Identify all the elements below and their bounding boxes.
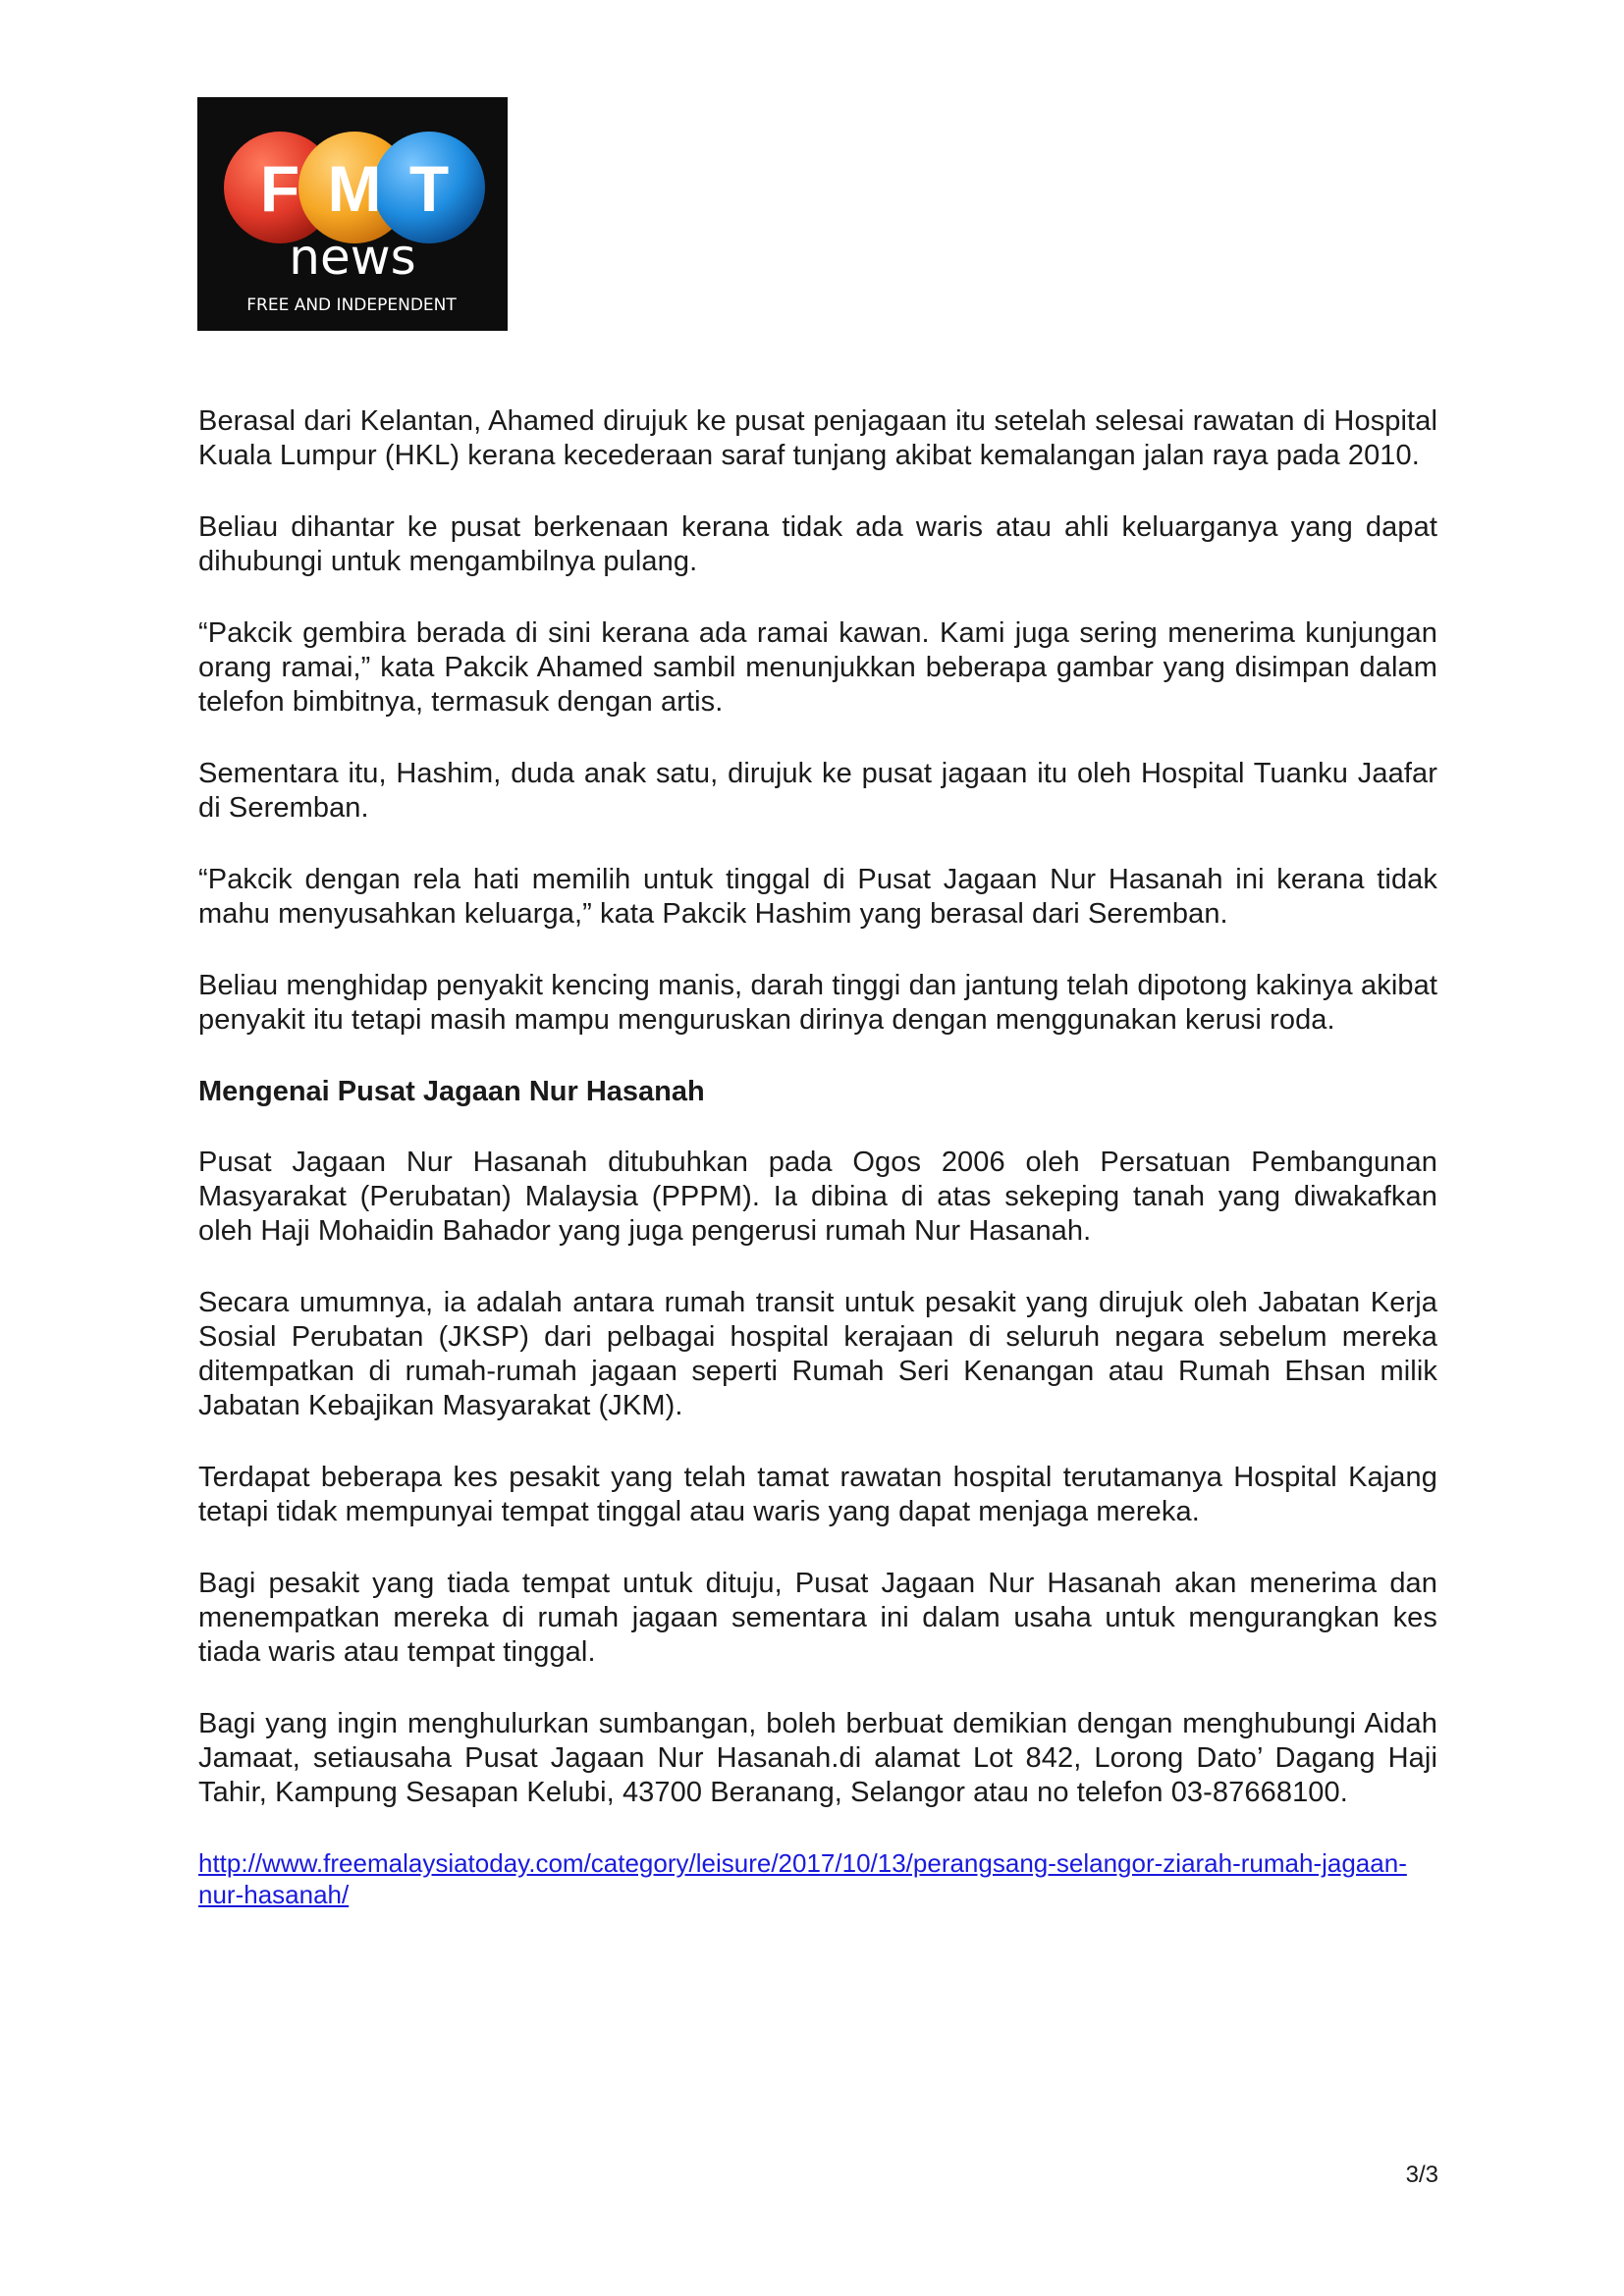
section-paragraph: Secara umumnya, ia adalah antara rumah transit untuk pesakit yang dirujuk oleh Jabatan Kerja Sosial Perubatan (JKSP) dari pelbagai hospital kerajaan di seluruh negara sebelum mereka ditempatkan di rumah-rumah jagaan seperti Rumah Seri Kenangan atau Rumah Ehsan milik Jabatan Kebajikan Masyarakat (JKM). <box>198 1287 1437 1421</box>
fmt-news-logo <box>197 97 508 331</box>
paragraph: Beliau dihantar ke pusat berkenaan kerana tidak ada waris atau ahli keluarganya yang dapat dihubungi untuk mengambilnya pulang. <box>198 511 1437 577</box>
section-paragraph: Bagi yang ingin menghulurkan sumbangan, boleh berbuat demikian dengan menghubungi Aidah Jamaat, setiausaha Pusat Jagaan Nur Hasanah.di alamat Lot 842, Lorong Dato’ Dagang Haji Tahir, Kampung Sesapan Kelubi, 43700 Beranang, Selangor atau no telefon 03-87668100. <box>198 1708 1437 1808</box>
section-heading: Mengenai Pusat Jagaan Nur Hasanah <box>198 1076 705 1107</box>
paragraph: Berasal dari Kelantan, Ahamed dirujuk ke pusat penjagaan itu setelah selesai rawatan di Hospital Kuala Lumpur (HKL) kerana kecederaan saraf tunjang akibat kemalangan jalan raya pada 2010. <box>198 405 1437 471</box>
paragraph: “Pakcik dengan rela hati memilih untuk tinggal di Pusat Jagaan Nur Hasanah ini kerana tidak mahu menyusahkan keluarga,” kata Pakcik Hashim yang berasal dari Seremban. <box>198 864 1437 930</box>
source-link[interactable]: http://www.freemalaysiatoday.com/category/leisure/2017/10/13/perangsang-selangor-ziarah-rumah-jagaan-nur-hasanah/ <box>198 1848 1407 1909</box>
paragraph: “Pakcik gembira berada di sini kerana ada ramai kawan. Kami juga sering menerima kunjungan orang ramai,” kata Pakcik Ahamed sambil menunjukkan beberapa gambar yang disimpan dalam telefon bimbitnya, termasuk dengan artis. <box>198 617 1437 718</box>
logo-graphic <box>197 97 508 331</box>
article-body <box>198 404 1437 1910</box>
section-paragraph: Pusat Jagaan Nur Hasanah ditubuhkan pada Ogos 2006 oleh Persatuan Pembangunan Masyarakat (Perubatan) Malaysia (PPPM). Ia dibina di atas sekeping tanah yang diwakafkan oleh Haji Mohaidin Bahador yang juga pengerusi rumah Nur Hasanah. <box>198 1147 1437 1247</box>
section-paragraph: Terdapat beberapa kes pesakit yang telah tamat rawatan hospital terutamanya Hospital Kajang tetapi tidak mempunyai tempat tinggal atau waris yang dapat menjaga mereka. <box>198 1462 1437 1527</box>
section-paragraph: Bagi pesakit yang tiada tempat untuk dituju, Pusat Jagaan Nur Hasanah akan menerima dan menempatkan mereka di rumah jagaan sementara ini dalam usaha untuk mengurangkan kes tiada waris atau tempat tinggal. <box>198 1568 1437 1668</box>
logo-letter-t: T <box>408 152 450 225</box>
page-number: 3/3 <box>1405 2162 1438 2188</box>
logo-letter-f: F <box>259 152 300 225</box>
logo-letter-m: M <box>327 152 382 225</box>
paragraph: Sementara itu, Hashim, duda anak satu, dirujuk ke pusat jagaan itu oleh Hospital Tuanku Jaafar di Seremban. <box>198 758 1437 824</box>
logo-word-news: news <box>289 229 416 286</box>
paragraph: Beliau menghidap penyakit kencing manis, darah tinggi dan jantung telah dipotong kakinya akibat penyakit itu tetapi masih mampu menguruskan dirinya dengan menggunakan kerusi roda. <box>198 970 1437 1036</box>
logo-tagline: FREE AND INDEPENDENT <box>246 295 457 315</box>
